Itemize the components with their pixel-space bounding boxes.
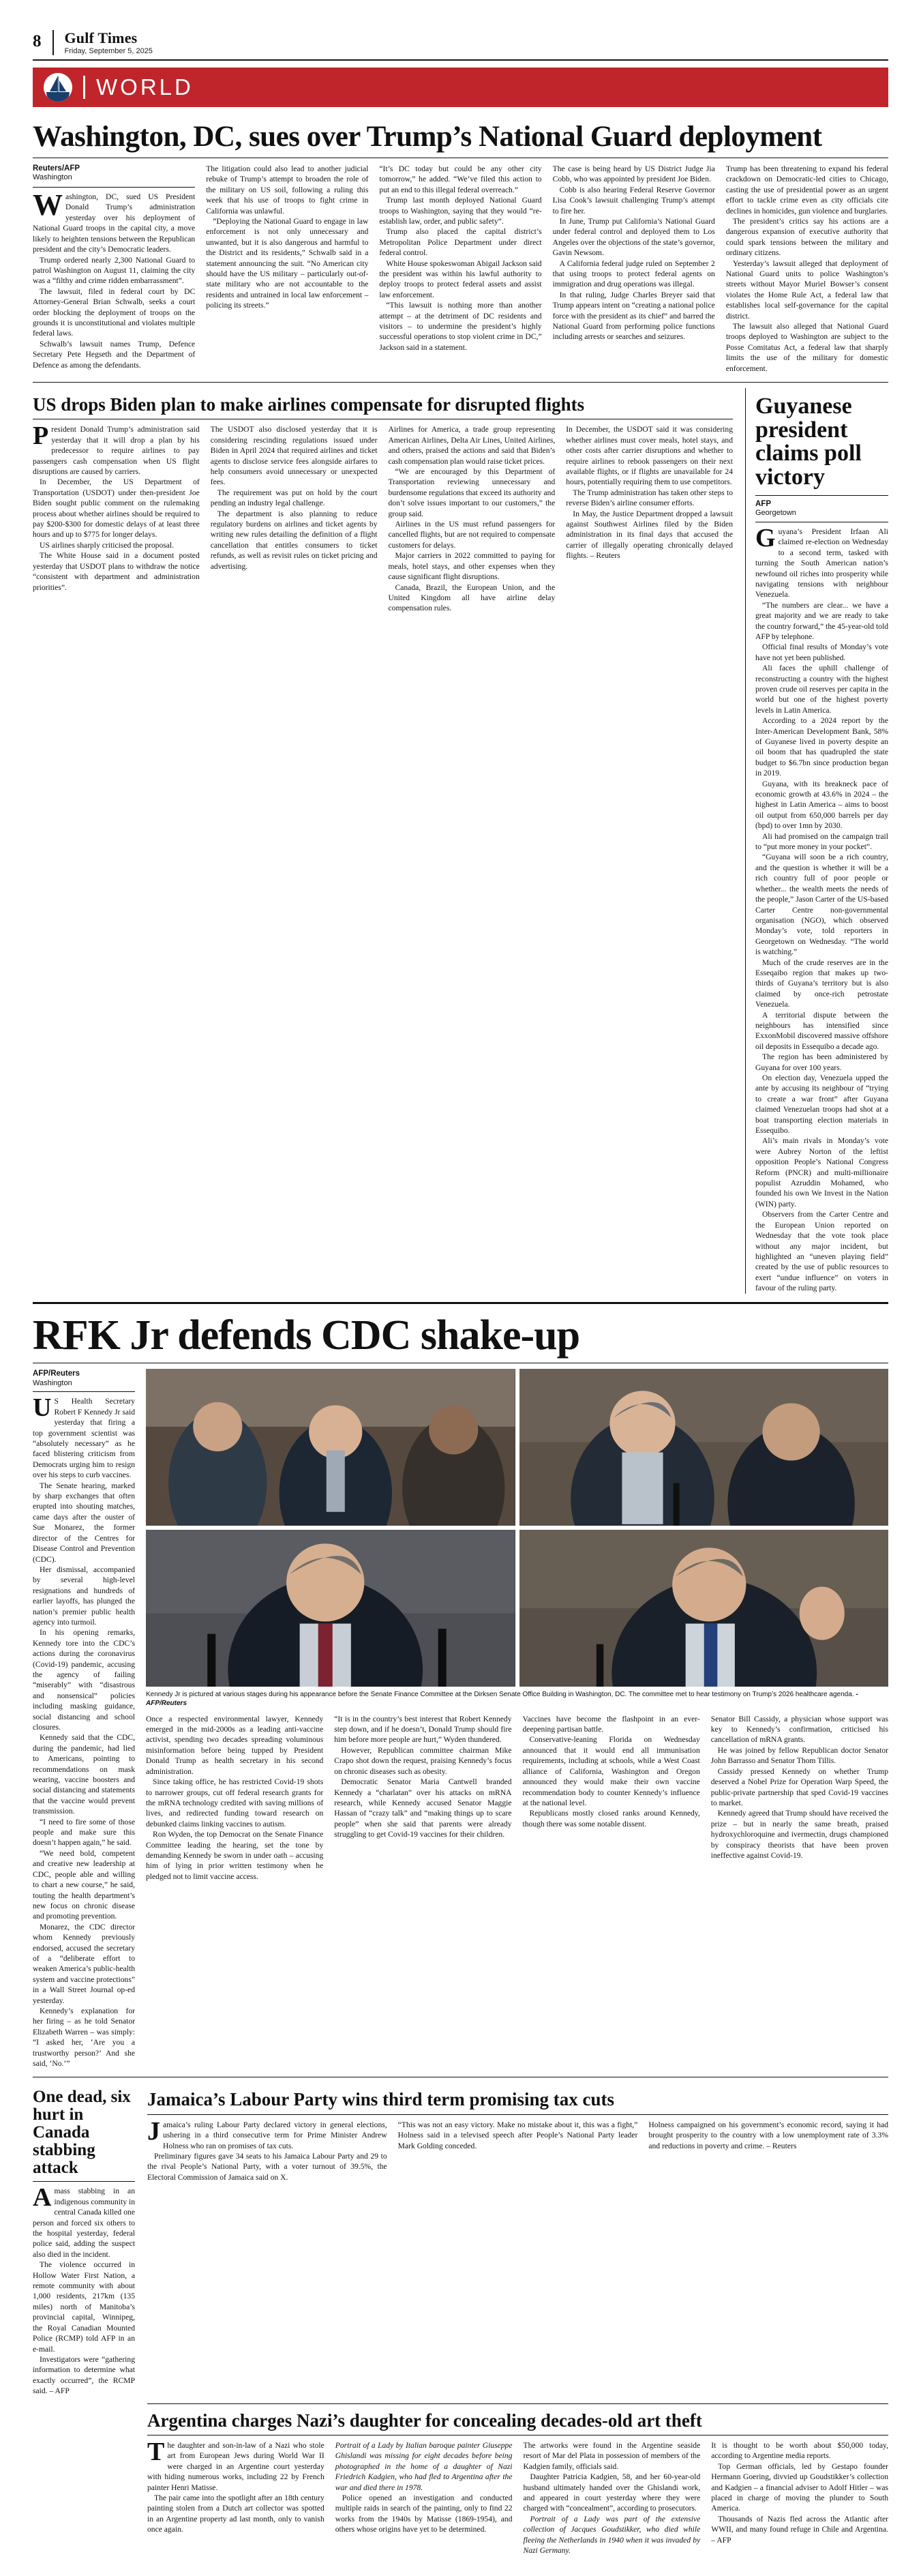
rfk-photo-block [146, 1369, 888, 2069]
rfk-paragraph: “We need bold, competent and creative new leadership at CDC, people able and willing to chart a new course,” he said, touting the health department’s new focus on chronic disease and promoting prevention. [33, 1848, 135, 1921]
guyana-paragraph: Ali faces the uphill challenge of reconstructing a country with the highest proven crude oil reserves per capita in the world but one of the highest poverty levels in Latin America. [755, 664, 888, 715]
rfk-paragraph: In his opening remarks, Kennedy tore into the CDC’s actions during the coronavirus (Covid-19) pandemic, accusing the agency of failing “miserably” with “disastrous and nonsensical” policies including masking guidance, social distancing and school closures. [33, 1628, 135, 1732]
guyana-paragraph: A territorial dispute between the neighbours has intensified since ExxonMobil discovered massive offshore oil deposits in Essequibo a decade ago. [755, 1010, 888, 1051]
jamaica-rule [147, 2114, 888, 2115]
argentina-paragraph: Portrait of a Lady by Italian baroque painter Giuseppe Ghislandi was missing for eight decades before being photographed in the home of a daughter of Nazi Friedrich Kadgien, who had fled to Argentina after the war and died there in 1978. [335, 2440, 513, 2492]
lead-paragraph: In June, Trump put California’s National Guard under federal control and deployed them to Los Angeles over the objections of the state’s governor, Gavin Newsom. [552, 216, 715, 258]
rfk-paragraph: Kennedy said that the CDC, during the pandemic, had lied to Americans, pointing to recommendations on mask wearing, vaccine boosters and social distancing and statements that the vaccine would prevent transmission. [33, 1733, 135, 1816]
masthead-divider [52, 30, 54, 55]
lead-paragraph: “Deploying the National Guard to engage in law enforcement is not only unnecessary and unwanted, but it is also dangerous and harmful to the District and its residents,” Schwalb said in a statement announcing the suit. “No American city should have the US military – particularly out-of-state military who are not accountable to the residents and untrained in local law enforcement – policing its streets.” [206, 216, 369, 310]
airlines-paragraph: In December, the US Department of Transportation (USDOT) under then-president Joe Biden sought public comment on the rulemaking process about whether airlines should be required to pay $200-$300 for domestic delays of at least three hours and up to $775 for longer delays. [33, 477, 200, 539]
rfk-paragraph: However, Republican committee chairman Mike Crapo shot down the request, praising Kennedy’s focus on chronic diseases such as obesity. [334, 1745, 512, 1776]
lead-byline-location: Washington [33, 173, 72, 182]
jamaica-paragraph: Holness campaigned on his government’s economic record, saying it had brought prosperity to the country with a low unemployment rate of 3.3% and reductions in poverty and crime. – Reuters [648, 2120, 889, 2150]
rfk-headline: RFK Jr defends CDC shake-up [33, 1312, 580, 1359]
airlines-paragraph: “We are encouraged by this Department of Transportation reviewing unnecessary and burdensome regulations that exceed its authority and don’t solve issues important to our customers,” the group said. [388, 467, 556, 518]
airlines-paragraph: Airlines for America, a trade group representing American Airlines, Delta Air Lines, United Airlines, and others, praised the actions and said that Biden’s cash compensation plan would raise ticket prices. [388, 425, 556, 466]
airlines-paragraph: The USDOT also disclosed yesterday that it is considering rescinding regulations issued under Biden in April 2024 that required airlines and ticket agents to disclose service fees alongside airfares to help consumers avoid unnecessary or unexpected fees. [210, 425, 378, 487]
argentina-headline: Argentina charges Nazi’s daughter for concealing decades-old art theft [147, 2410, 702, 2431]
lead-column-1 [33, 164, 195, 374]
lead-byline [33, 164, 195, 183]
lead-paragraph: “This lawsuit is nothing more than another attempt – at the detriment of DC residents and visitors – to undermine the president’s highly successful operations to stop violent crime in DC,” Jackson said in a statement. [379, 301, 542, 352]
argentina-column-4 [711, 2440, 888, 2556]
guyana-byline-source: AFP [755, 499, 771, 508]
lead-column-5 [726, 164, 888, 374]
guyana-paragraph: Much of the crude reserves are in the Esseqaibo region that makes up two-thirds of Guyana’s territory but is also claimed by once-rich petrostate Venezuela. [755, 958, 888, 1009]
guyana-paragraph: Observers from the Carter Centre and the European Union reported on Wednesday that the vote took place without any major incident, but highlighted an “uneven playing field” created by the use of public resources to exert “undue influence” on voters in favour of the ruling party. [755, 1210, 888, 1293]
publication-title: Gulf Times [64, 29, 138, 46]
lead-paragraph: A California federal judge ruled on September 2 that using troops to protect federal agents on immigration and drug operations was illegal. [552, 258, 715, 289]
guyana-paragraph: Official final results of Monday’s vote have not yet been published. [755, 642, 888, 662]
argentina-paragraph: Portrait of a Lady was part of the extensive collection of Jacques Goudstikker, who died while fleeing the Netherlands in 1940 when it was invaded by Nazi Germany. [523, 2514, 701, 2555]
rfk-paragraph: Cassidy pressed Kennedy on whether Trump deserved a Nobel Prize for Operation Warp Speed, the public-private partnership that sped Covid-19 vaccines to market. [710, 1766, 888, 1807]
airlines-paragraph: The Trump administration has taken other steps to reverse Biden’s airline consumer efforts. [566, 488, 733, 508]
argentina-paragraph: Police opened an investigation and conducted multiple raids in search of the painting, only to find 22 works from the 1940s by Matisse (1869-1954), and others whose origins have yet to be determined. [335, 2493, 513, 2534]
rfk-byline [33, 1369, 135, 1388]
jamaica-story [147, 2083, 888, 2396]
rfk-paragraph: Her dismissal, accompanied by several high-level resignations and hundreds of earlier layoffs, has plunged the nation’s premier public health agency into turmoil. [33, 1565, 135, 1627]
lead-paragraph: Trump also placed the capital district’s Metropolitan Police Department under direct federal control. [379, 227, 542, 258]
airlines-paragraph: The requirement was put on hold by the court pending an industry legal challenge. [210, 488, 378, 508]
lead-paragraph: The case is being heard by US District Judge Jia Cobb, who was appointed by president Joe Biden. [552, 164, 715, 184]
rfk-column-4 [523, 1714, 700, 1882]
argentina-story [147, 2403, 888, 2556]
airlines-paragraph: The department is also planning to reduce regulatory burdens on airlines and ticket agents by writing new rules detailing the definition of a flight cancellation that entitles consumers to ticket refunds, as well as revisit rules on ticket pricing and advertising. [210, 509, 378, 571]
rfk-paragraph: “It is in the country’s best interest that Robert Kennedy step down, and if he doesn’t, Donald Trump should fire him before more people are hurt,” Wyden thundered. [334, 1714, 512, 1745]
rfk-paragraph: “I need to fire some of those people and make sure this doesn’t happen again,” he said. [33, 1817, 135, 1848]
rfk-paragraph: US Health Secretary Robert F Kennedy Jr said yesterday that firing a top government scientist was “absolutely necessary” as he faced blistering criticism from Democrats urging him to resign over his steps to curb vaccines. [33, 1393, 135, 1480]
guyana-paragraph: “The numbers are clear... we have a great majority and we are ready to take the country forward,” the 45-year-old told AFP by telephone. [755, 600, 888, 641]
rfk-column-3 [334, 1714, 511, 1882]
jamaica-column-3 [648, 2120, 888, 2182]
lead-paragraph: Schwalb’s lawsuit names Trump, Defence Secretary Pete Hegseth and the Department of Defence as among the defendants. [33, 339, 196, 370]
section-title: WORLD [96, 74, 194, 100]
airlines-paragraph: President Donald Trump’s administration said yesterday that it will drop a plan by his predecessor to require airlines to pay passengers cash compensation when US flight disruptions are caused by carriers. [33, 421, 200, 477]
canada-paragraph: The violence occurred in Hollow Water First Nation, a remote community with about 1,000 residents, 217km (135 miles) north of Manitoba’s provincial capital, Winnipeg, the Royal Canadian Mounted Police (RCMP) told AFP in an e-mail. [33, 2260, 135, 2354]
rfk-paragraph: Kennedy’s explanation for her firing – as he told Senator Elizabeth Warren – was simply: “I asked her, ‘Are you a trustworthy person?’ And she said, ‘No.’” [33, 2006, 135, 2069]
rfk-byline-rule [33, 1391, 135, 1392]
airlines-story [33, 388, 733, 1293]
argentina-column-1 [147, 2437, 324, 2556]
jamaica-column-2 [398, 2120, 638, 2182]
masthead [33, 30, 888, 61]
airlines-paragraph: US airlines sharply criticised the proposal. [40, 540, 175, 550]
argentina-top-rule [147, 2403, 888, 2404]
guyana-paragraph: Ali had promised on the campaign trail to “put more money in your pocket”. [755, 831, 888, 852]
rfk-paragraph: Once a respected environmental lawyer, Kennedy emerged in the mid-2000s as a leading anti-vaccine activist, spending two decades spreading voluminous misinformation before being tupped by President Donald Trump as health secretary in his second administration. [146, 1714, 324, 1776]
lead-paragraph: The lawsuit, filed in federal court by DC Attorney-General Brian Schwalb, seeks a court order blocking the deployment of troops on the grounds it is unconstitutional and violates multiple federal laws. [33, 286, 196, 338]
guyana-paragraph: The region has been administered by Guyana for over 100 years. [755, 1052, 888, 1072]
lead-byline-source: Reuters/AFP [33, 164, 80, 173]
rfk-photo-caption [146, 1690, 888, 1708]
guyana-byline [755, 499, 888, 518]
photo-kennedy-testifying-4 [519, 1530, 889, 1687]
argentina-paragraph: The daughter and son-in-law of a Nazi who stole art from European Jews during World War II were charged in an Argentine court yesterday with hiding numerous works, including 22 by French painter Henri Matisse. [147, 2437, 324, 2492]
argentina-rule [147, 2435, 888, 2436]
lead-paragraph: In that ruling, Judge Charles Breyer said that Trump appears intent on “creating a national police force with the president as its chief” and barred the National Guard from performing police functions including arrests or searches and seizures. [552, 290, 715, 342]
photo-kennedy-testifying-2 [519, 1369, 889, 1526]
lead-paragraph: White House spokeswoman Abigail Jackson said the president was within his lawful authority to deploy troops to protect federal assets and assist law enforcement. [379, 258, 542, 299]
gulf-times-logo-icon [44, 73, 72, 102]
lead-paragraph: Trump has been threatening to expand his federal crackdown on Democratic-led cities to Chicago, casting the use of presidential power as an urgent effort to tackle crime even as city officials cite declines in homicides, gun violence and burglaries. [725, 164, 889, 216]
guyana-paragraph: On election day, Venezuela upped the ante by accusing its neighbour of “trying to create a war front” after Guyana claimed Venezuelan troops had shot at a boat transporting election materials in Essequibo. [755, 1074, 888, 1136]
publication-date: Friday, September 5, 2025 [64, 47, 153, 56]
lead-column-3 [379, 164, 541, 374]
rfk-paragraph: Democratic Senator Maria Cantwell branded Kennedy a “charlatan” over his attacks on mRNA research, while Kennedy accused Senator Maggie Hassan of “crazy talk” and “making things up to scare people” when she said that parents were already struggling to get Covid-19 vaccines for their children. [334, 1777, 512, 1839]
airlines-column-3 [389, 424, 556, 613]
jamaica-paragraph: Preliminary figures gave 34 seats to his Jamaica Labour Party and 29 to the rival People’s National Party, with a voter turnout of 39.5%, the Electoral Commission of Jamaica said on X. [147, 2151, 387, 2182]
photo-kennedy-testifying-1 [146, 1369, 515, 1526]
lead-paragraph: “It’s DC today but could be any other city tomorrow,” he added. “We’ve filed this action to put an end to this illegal federal overreach.” [379, 164, 542, 194]
rfk-caption-credit: - AFP/Reuters [146, 1691, 858, 1708]
airlines-paragraph: The White House said in a document posted yesterday that USDOT plans to withdraw the notice “consistent with department and administration priorities”. [33, 551, 200, 592]
airlines-column-4 [566, 424, 733, 613]
guyana-paragraph: Guyana, with its breakneck pace of economic growth at 43.6% in 2024 – the highest in Latin America – aims to boost oil output from 650,000 barrels per day (bpd) to over 1mn by 2030. [755, 779, 888, 831]
airlines-paragraph: Airlines in the US must refund passengers for cancelled flights, but are not required to compensate customers for delays. [388, 520, 556, 550]
lead-story [33, 107, 888, 374]
argentina-paragraph: The pair came into the spotlight after an 18th century painting stolen from a Dutch art collector was spotted in an Argentine property ad last month, only to vanish once again. [147, 2493, 324, 2534]
rfk-paragraph: Monarez, the CDC director whom Kennedy previously endorsed, accused the secretary of a “deliberate effort to weaken America’s public-health system and vaccine protections” in a Wall Street Journal op-ed yesterday. [33, 1922, 135, 2005]
argentina-paragraph: It is thought to be worth about $50,000 today, according to Argentine media reports. [711, 2440, 888, 2461]
rfk-paragraph: He was joined by fellow Republican doctor Senator John Barrasso and Senator Thom Tillis. [710, 1745, 888, 1766]
guyana-paragraph: According to a 2024 report by the Inter-American Development Bank, 58% of Guyanese lived in poverty despite an oil boom that has quadrupled the state budget to $6.7bn since production began in 2019. [755, 716, 888, 778]
airlines-headline: US drops Biden plan to make airlines compensate for disrupted flights [33, 394, 585, 415]
rfk-column-1 [33, 1369, 135, 2069]
canada-paragraph: Amass stabbing in an indigenous community in central Canada killed one person and forced six others to the hospital yesterday, federal police said, adding the suspect also died in the incident. [33, 2183, 135, 2259]
canada-story-continued [33, 2403, 135, 2556]
banner-separator [83, 76, 85, 99]
argentina-column-3 [524, 2440, 701, 2556]
section-rule [33, 382, 888, 383]
lead-paragraph: Cobb is also hearing Federal Reserve Governor Lisa Cook’s lawsuit challenging Trump’s attempt to fire her. [552, 185, 715, 216]
guyana-paragraph: Guyana’s President Irfaan Ali claimed re-election on Wednesday to a second term, tasked with turning the South American nation’s newfound oil riches into prosperity while navigating tensions with neighbour Venezuela. [755, 523, 888, 599]
guyana-paragraph: “Guyana will soon be a rich country, and the question is whether it will be a rich country full of poor people or whether... the wealth meets the needs of the people,” Jason Carter of the US-based Carter Centre non-governmental organisation (NGO), which observed Monday’s vote, told reporters in Georgetown on Wednesday. “The world is watching.” [755, 853, 888, 957]
jamaica-paragraph: Jamaica’s ruling Labour Party declared victory in general elections, ushering in a third consecutive term for Prime Minister Andrew Holness who ran on promises of tax cuts. [147, 2116, 387, 2150]
guyana-headline: Guyanese president claims poll victory [755, 394, 862, 490]
section-banner [33, 68, 888, 107]
rfk-column-2 [146, 1714, 323, 1882]
lead-paragraph: Yesterday’s lawsuit alleged that deployment of National Guard units to police Washington’s streets without Mayor Muriel Bowser’s consent violates the Home Rule Act, a federal law that establishes local self-governance for the capital district. [725, 258, 889, 321]
rfk-paragraph: Senator Bill Cassidy, a physician whose support was key to Kennedy’s confirmation, criticised his cancellation of mRNA grants. [710, 1714, 888, 1745]
airlines-paragraph: In December, the USDOT said it was considering whether airlines must cover meals, hotel stays, and other costs after carrier disruptions and whether to require airlines to rebook passengers on their next available flights, or if flights are unavailable for 24 hours, potentially requiring them to use competitors. [566, 425, 733, 487]
rfk-column-5 [711, 1714, 888, 1882]
lead-headline: Washington, DC, sues over Trump’s National Guard deployment [33, 121, 822, 153]
rfk-paragraph: Republicans mostly closed ranks around Kennedy, though there was some notable dissent. [522, 1809, 700, 1829]
guyana-byline-location: Georgetown [755, 509, 796, 518]
rfk-paragraph: Since taking office, he has restricted Covid-19 shots to narrower groups, cut off federal research grants for the mRNA technology credited with saving millions of lives, and redirected funding toward research on debunked claims linking vaccines to autism. [146, 1777, 324, 1829]
canada-headline: One dead, six hurt in Canada stabbing attack [33, 2088, 131, 2178]
argentina-paragraph: Daughter Patricia Kadgien, 58, and her 60-year-old husband ultimately handed over the Ghislandi work, and appeared in court yesterday where they were charged with “concealment”, according to prosecutors. [523, 2472, 701, 2513]
guyana-story [745, 388, 888, 1293]
lead-column-2 [206, 164, 368, 374]
rfk-caption-text: Kennedy Jr is pictured at various stages during his appearance before the Senate Finance Committee at the Dirksen Senate Office Building in Washington, DC. The committee met to hear testimony on Trump’s 2026 healthcare agenda. [146, 1691, 854, 1699]
argentina-column-2 [335, 2440, 513, 2556]
rfk-photo-grid [146, 1369, 888, 1687]
argentina-paragraph: Thousands of Nazis fled across the Atlantic after WWII, and many found refuge in Chile and Argentina. – AFP [711, 2514, 888, 2545]
canada-story [33, 2083, 135, 2396]
airlines-column-1 [33, 421, 200, 613]
rfk-byline-location: Washington [33, 1378, 72, 1387]
lead-paragraph: Trump last month deployed National Guard troops to Washington, saying that they would “re-establish law, order, and public safety”. [379, 196, 542, 226]
photo-kennedy-testifying-3 [146, 1530, 515, 1687]
rfk-story [33, 1304, 888, 2069]
argentina-paragraph: Top German officials, led by Gestapo founder Hermann Goering, divvied up Goudstikker’s collection and Kadgien – a financial adviser to Adolf Hitler – was placed in charge of moving the plunder to South America. [711, 2461, 888, 2513]
rfk-paragraph: Kennedy agreed that Trump should have received the prize – but in nearly the same breath, praised hydroxychloroquine and ivermectin, drugs championed by conspiracy theorists that have been proven ineffective against Covid-19. [710, 1809, 888, 1860]
lead-paragraph: The litigation could also lead to another judicial rebuke of Trump’s attempt to broaden the role of the military on US soil, following a ruling this week that his use of troops to fight crime in California was unlawful. [206, 164, 369, 216]
airlines-paragraph: Canada, Brazil, the European Union, and the United Kingdom all have airline delay compensation rules. [388, 582, 556, 613]
rfk-paragraph: Conservative-leaning Florida on Wednesday announced that it would end all immunisation requirements, including at schools, while a West Coast alliance of California, Washington and Oregon announced they would make their own vaccine recommendation body to counter Kennedy’s influence at the national level. [522, 1735, 700, 1807]
argentina-paragraph: The artworks were found in the Argentine seaside resort of Mar del Plata in possession of members of the Kadgien family, officials said. [523, 2440, 701, 2471]
airlines-column-2 [211, 424, 378, 613]
lead-column-4 [553, 164, 715, 374]
lead-paragraph: Trump ordered nearly 2,300 National Guard to patrol Washington on August 11, claiming the city was a “filthy and crime ridden embarrassment”. [33, 255, 196, 286]
guyana-rule [755, 495, 888, 496]
airlines-paragraph: In May, the Justice Department dropped a lawsuit against Southwest Airlines filed by the Biden administration in its final days that accused the carrier of illegally operating chronically delayed flights. – Reuters [566, 509, 733, 561]
guyana-paragraph: Ali’s main rivals in Monday’s vote were Aubrey Norton of the leftist opposition People’s National Congress Reform (PNCR) and multi-millionaire populist Azruddin Mohamed, who founded his own We Invest in the Nation (WIN) party. [755, 1136, 888, 1209]
rfk-paragraph: Ron Wyden, the top Democrat on the Senate Finance Committee leading the hearing, set the tone by demanding Kennedy be sworn in under oath – accusing him of lying in prior written testimony when he pledged not to limit vaccine access. [146, 1830, 324, 1881]
lead-paragraph: The president’s critics say his actions are a dangerous expansion of executive authority that could spark tensions between the military and ordinary citizens. [725, 216, 889, 258]
rfk-paragraph: Vaccines have become the flashpoint in an ever-deepening partisan battle. [522, 1714, 700, 1734]
rfk-paragraph: The Senate hearing, marked by sharp exchanges that often erupted into shouting matches, came days after the ouster of Sue Monarez, the former director of the Centres for Disease Control and Prevention (CDC). [33, 1481, 135, 1564]
lead-paragraph: Washington, DC, sued US President Donald Trump’s administration yesterday over his deployment of National Guard troops in the capital city, a move likely to heighten tensions between the Republican president and the city’s Democratic leaders. [33, 188, 196, 254]
airlines-paragraph: Major carriers in 2022 committed to paying for meals, hotel stays, and other expenses when they cause significant flight disruptions. [388, 551, 556, 582]
jamaica-paragraph: “This was not an easy victory. Make no mistake about it, this was a fight,” Holness said in a televised speech after People’s National Party leader Mark Golding conceded. [397, 2120, 638, 2150]
page-folio: 8 [33, 32, 42, 50]
jamaica-column-1 [147, 2116, 387, 2182]
lead-paragraph: The lawsuit also alleged that National Guard troops deployed to Washington are subject to the Posse Comitatus Act, a federal law that sharply limits the use of the military for domestic enforcement. [725, 322, 889, 373]
rfk-byline-source: AFP/Reuters [33, 1370, 80, 1378]
jamaica-headline: Jamaica’s Labour Party wins third term promising tax cuts [147, 2089, 614, 2110]
canada-rule [33, 2181, 135, 2182]
canada-paragraph: Investigators were “gathering information to determine what exactly occurred”, the RCMP said. – AFP [33, 2354, 135, 2396]
